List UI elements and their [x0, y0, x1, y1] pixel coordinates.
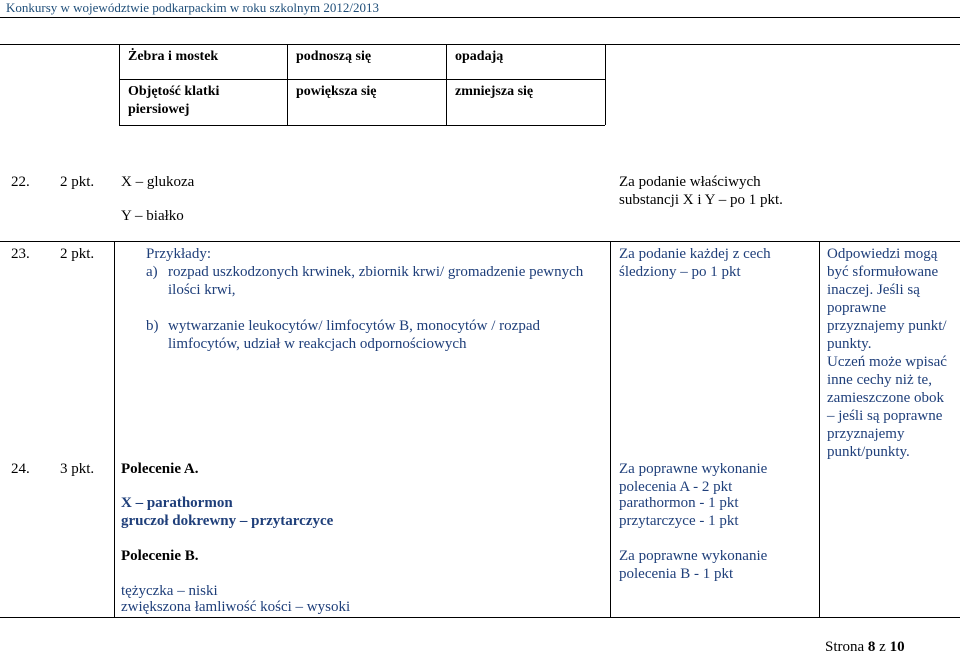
inner-table-v2	[446, 44, 447, 125]
inner-cell-r1c3: opadają	[455, 49, 504, 64]
inner-table-left	[119, 44, 120, 125]
col-divider-1	[114, 241, 115, 617]
remarks-line-4: poprawne	[827, 300, 887, 316]
inner-table-bottom	[119, 125, 605, 126]
inner-table-top	[119, 44, 605, 45]
footer-current-page: 8	[867, 639, 876, 655]
q23-points: 2 pkt.	[60, 246, 95, 262]
q24-a-crit4: przytarczyce - 1 pkt	[619, 513, 739, 529]
footer-z-label: z	[879, 639, 886, 655]
q24-a-title: Polecenie A.	[121, 461, 199, 477]
inner-cell-r1c1: Żebra i mostek	[128, 49, 219, 64]
inner-cell-r2c1-line1: Objętość klatki	[128, 84, 220, 99]
inner-cell-r1c2: podnoszą się	[296, 49, 372, 64]
q24-b-crit1: Za poprawne wykonanie	[619, 548, 768, 564]
remarks-line-3: inaczej. Jeśli są	[827, 282, 920, 298]
footer-total-pages: 10	[889, 639, 905, 655]
q22-criteria-line2: substancji X i Y – po 1 pkt.	[619, 192, 783, 208]
q23-a-line2: ilości krwi,	[168, 282, 236, 298]
q24-number: 24.	[11, 461, 30, 477]
header-rule	[0, 17, 960, 18]
q24-b-title: Polecenie B.	[121, 548, 199, 564]
inner-cell-r2c2: powiększa się	[296, 84, 377, 99]
q23-number: 23.	[11, 246, 30, 262]
remarks-line-5: przyznajemy punkt/	[827, 318, 947, 334]
remarks-line-7: Uczeń może wpisać	[827, 354, 947, 370]
inner-table-right	[605, 44, 606, 125]
q23-a-label: a)	[146, 264, 158, 280]
q24-b-crit2: polecenia B - 1 pkt	[619, 566, 734, 582]
page-number-footer	[825, 638, 905, 656]
remarks-line-6: punkty.	[827, 336, 872, 352]
remarks-line-12: punkt/punkty.	[827, 444, 910, 460]
q24-a-crit1: Za poprawne wykonanie	[619, 461, 768, 477]
q22-points: 2 pkt.	[60, 174, 95, 190]
remarks-line-9: zamieszczone obok	[827, 390, 945, 406]
remarks-line-11: przyznajemy	[827, 426, 905, 442]
remarks-line-10: – jeśli są poprawne	[827, 408, 943, 424]
q24-a-crit3: parathormon - 1 pkt	[619, 495, 739, 511]
footer-strona-label: Strona	[825, 639, 865, 655]
inner-cell-r2c1-line2: piersiowej	[128, 102, 190, 117]
q24-points: 3 pkt.	[60, 461, 95, 477]
q24-a-line1: X – parathormon	[121, 495, 233, 511]
page-header: Konkursy w województwie podkarpackim w roku szkolnym 2012/2013	[6, 0, 379, 15]
q22-number: 22.	[11, 174, 30, 190]
q23-criteria-line1: Za podanie każdej z cech	[619, 246, 771, 262]
remarks-line-1: Odpowiedzi mogą	[827, 246, 938, 262]
q24-b-line1: tężyczka – niski	[121, 583, 218, 599]
q23-b-label: b)	[146, 318, 159, 334]
table-bottom-border	[0, 617, 960, 618]
q22-answer-x: X – glukoza	[121, 174, 195, 190]
q23-b-line2: limfocytów, udział w reakcjach odpornościowych	[168, 336, 467, 352]
q23-b-line1: wytwarzanie leukocytów/ limfocytów B, monocytów / rozpad	[168, 318, 540, 334]
inner-table-v1	[287, 44, 288, 125]
q23-criteria-line2: śledziony – po 1 pkt	[619, 264, 741, 280]
col-divider-2	[610, 241, 611, 617]
q24-b-line2: zwiększona łamliwość kości – wysoki	[121, 599, 351, 615]
remarks-line-2: być sformułowane	[827, 264, 939, 280]
q23-intro: Przykłady:	[146, 246, 211, 262]
inner-table-mid	[119, 79, 605, 80]
q22-criteria-line1: Za podanie właściwych	[619, 174, 761, 190]
inner-cell-r2c3: zmniejsza się	[455, 84, 534, 99]
col-divider-3	[819, 241, 820, 617]
q22-answer-y: Y – białko	[121, 208, 184, 224]
remarks-line-8: inne cechy niż te,	[827, 372, 932, 388]
q23-a-line1: rozpad uszkodzonych krwinek, zbiornik krwi/ gromadzenie pewnych	[168, 264, 584, 280]
row-divider	[0, 241, 960, 242]
q24-a-crit2: polecenia A - 2 pkt	[619, 479, 733, 495]
q24-a-line2: gruczoł dokrewny – przytarczyce	[121, 513, 334, 529]
